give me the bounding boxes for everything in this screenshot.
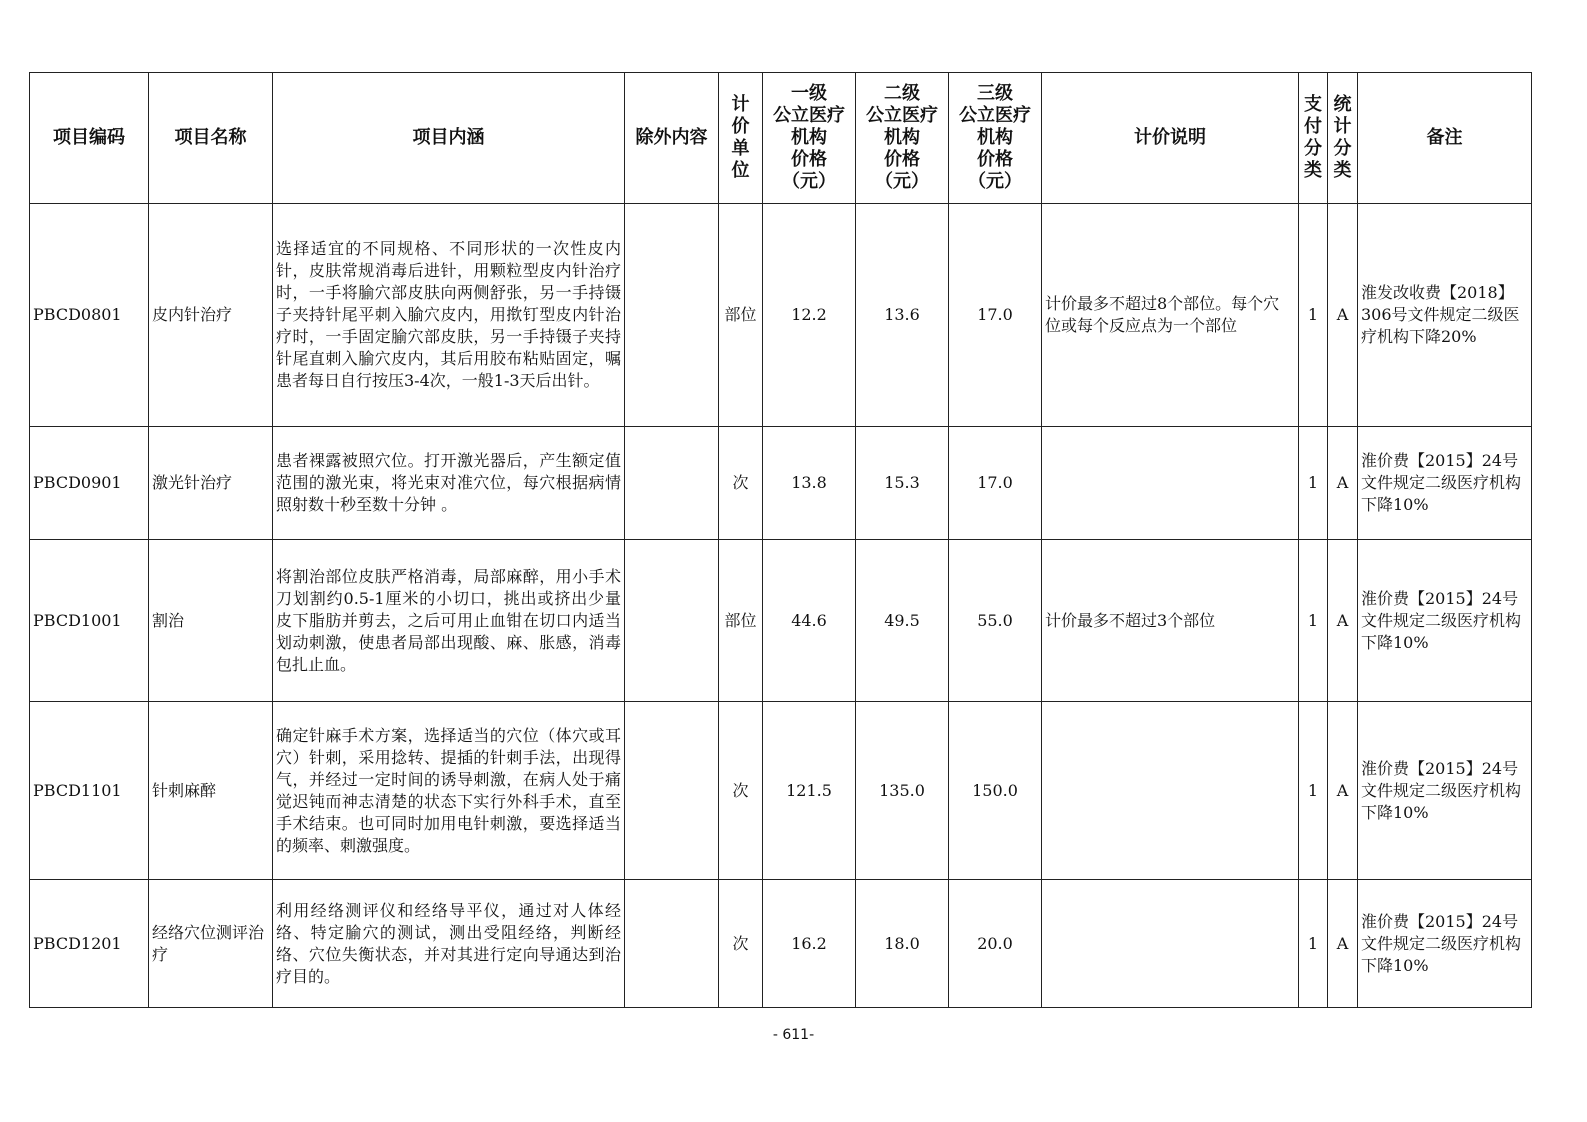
price-table xyxy=(29,72,1532,1008)
cell-note: 淮发改收费【2018】306号文件规定二级医疗机构下降20% xyxy=(1358,204,1532,427)
cell-name: 激光针治疗 xyxy=(149,427,273,540)
header-price2-line: （元） xyxy=(875,171,929,192)
header-price3-line: 公立医疗 xyxy=(959,105,1031,126)
cell-price-level-2: 18.0 xyxy=(856,880,949,1008)
cell-note: 淮价费【2015】24号文件规定二级医疗机构下降10% xyxy=(1358,427,1532,540)
header-price-level-3 xyxy=(949,73,1042,204)
cell-explanation xyxy=(1042,427,1299,540)
page-number: - 611- xyxy=(772,1027,815,1043)
cell-content: 利用经络测评仪和经络导平仪，通过对人体经络、特定腧穴的测试，测出受阻经络，判断经络、穴位失衡状态，并对其进行定向导通达到治疗目的。 xyxy=(273,880,625,1008)
cell-note: 淮价费【2015】24号文件规定二级医疗机构下降10% xyxy=(1358,702,1532,880)
cell-unit: 次 xyxy=(719,702,763,880)
cell-price-level-3: 17.0 xyxy=(949,427,1042,540)
header-price1-line: 机构 xyxy=(791,127,827,148)
header-price3-line: 机构 xyxy=(977,127,1013,148)
cell-explanation xyxy=(1042,880,1299,1008)
cell-pay-category: 1 xyxy=(1299,427,1328,540)
cell-pay-category: 1 xyxy=(1299,204,1328,427)
header-price3-line: 三级 xyxy=(977,83,1013,104)
header-pay-category xyxy=(1299,73,1328,204)
header-note: 备注 xyxy=(1358,73,1532,204)
cell-note: 淮价费【2015】24号文件规定二级医疗机构下降10% xyxy=(1358,880,1532,1008)
cell-explanation: 计价最多不超过8个部位。每个穴位或每个反应点为一个部位 xyxy=(1042,204,1299,427)
cell-price-level-2: 49.5 xyxy=(856,540,949,702)
header-price3-line: 价格 xyxy=(977,149,1013,170)
header-exclude: 除外内容 xyxy=(625,73,719,204)
header-price1-line: 一级 xyxy=(791,83,827,104)
header-pay-char: 分 xyxy=(1304,138,1322,159)
header-pay-char: 支 xyxy=(1304,94,1322,115)
cell-code: PBCD1001 xyxy=(30,540,149,702)
cell-unit: 次 xyxy=(719,880,763,1008)
header-stat-char: 计 xyxy=(1333,116,1352,137)
cell-code: PBCD1201 xyxy=(30,880,149,1008)
header-unit-char: 计 xyxy=(731,94,750,115)
cell-price-level-3: 20.0 xyxy=(949,880,1042,1008)
cell-stat-category: A xyxy=(1328,540,1358,702)
cell-unit: 部位 xyxy=(719,540,763,702)
header-price2-line: 公立医疗 xyxy=(866,105,938,126)
header-unit-char: 价 xyxy=(731,116,750,137)
cell-unit: 部位 xyxy=(719,204,763,427)
cell-content: 确定针麻手术方案，选择适当的穴位（体穴或耳穴）针刺，采用捻转、提插的针刺手法，出现得气，并经过一定时间的诱导刺激，在病人处于痛觉迟钝而神志清楚的状态下实行外科手术，直至手术结束。也可同时加用电针刺激，要选择适当的频率、刺激强度。 xyxy=(273,702,625,880)
header-price-level-2 xyxy=(856,73,949,204)
header-unit-char: 位 xyxy=(731,160,750,181)
cell-explanation: 计价最多不超过3个部位 xyxy=(1042,540,1299,702)
header-price1-line: 公立医疗 xyxy=(773,105,845,126)
header-pay-char: 付 xyxy=(1304,116,1322,137)
cell-price-level-3: 55.0 xyxy=(949,540,1042,702)
header-content: 项目内涵 xyxy=(273,73,625,204)
header-price2-line: 二级 xyxy=(884,83,920,104)
cell-explanation xyxy=(1042,702,1299,880)
header-stat-char: 统 xyxy=(1333,94,1352,115)
cell-exclude xyxy=(625,880,719,1008)
cell-content: 患者裸露被照穴位。打开激光器后，产生额定值范围的激光束，将光束对准穴位，每穴根据病情照射数十秒至数十分钟 。 xyxy=(273,427,625,540)
cell-stat-category: A xyxy=(1328,204,1358,427)
cell-stat-category: A xyxy=(1328,702,1358,880)
header-stat-char: 分 xyxy=(1333,138,1352,159)
cell-stat-category: A xyxy=(1328,427,1358,540)
cell-exclude xyxy=(625,540,719,702)
table-row xyxy=(30,540,1532,702)
cell-name: 经络穴位测评治疗 xyxy=(149,880,273,1008)
cell-content: 选择适宜的不同规格、不同形状的一次性皮内针，皮肤常规消毒后进针，用颗粒型皮内针治疗时，一手将腧穴部皮肤向两侧舒张，另一手持镊子夹持针尾平刺入腧穴皮内，用揿钉型皮内针治疗时，一手固定腧穴部皮肤，另一手持镊子夹持针尾直刺入腧穴皮内，其后用胶布粘贴固定，嘱患者每日自行按压3-4次，一般1-3天后出针。 xyxy=(273,204,625,427)
header-price-level-1 xyxy=(763,73,856,204)
cell-price-level-2: 15.3 xyxy=(856,427,949,540)
header-price3-line: （元） xyxy=(968,171,1022,192)
cell-pay-category: 1 xyxy=(1299,702,1328,880)
header-price2-line: 机构 xyxy=(884,127,920,148)
cell-content: 将割治部位皮肤严格消毒，局部麻醉，用小手术刀划割约0.5-1厘米的小切口，挑出或挤出少量皮下脂肪并剪去，之后可用止血钳在切口内适当划动刺激，使患者局部出现酸、麻、胀感，消毒包扎止血。 xyxy=(273,540,625,702)
cell-price-level-1: 121.5 xyxy=(763,702,856,880)
header-price1-line: （元） xyxy=(782,171,836,192)
cell-price-level-1: 16.2 xyxy=(763,880,856,1008)
table-row xyxy=(30,427,1532,540)
cell-price-level-1: 44.6 xyxy=(763,540,856,702)
cell-price-level-2: 135.0 xyxy=(856,702,949,880)
table-row xyxy=(30,204,1532,427)
cell-pay-category: 1 xyxy=(1299,880,1328,1008)
header-name: 项目名称 xyxy=(149,73,273,204)
header-explanation: 计价说明 xyxy=(1042,73,1299,204)
header-unit xyxy=(719,73,763,204)
cell-stat-category: A xyxy=(1328,880,1358,1008)
cell-name: 针刺麻醉 xyxy=(149,702,273,880)
header-price2-line: 价格 xyxy=(884,149,920,170)
header-pay-char: 类 xyxy=(1304,160,1322,181)
cell-name: 割治 xyxy=(149,540,273,702)
cell-price-level-3: 17.0 xyxy=(949,204,1042,427)
cell-pay-category: 1 xyxy=(1299,540,1328,702)
cell-exclude xyxy=(625,427,719,540)
table-row xyxy=(30,702,1532,880)
table-row xyxy=(30,880,1532,1008)
cell-note: 淮价费【2015】24号文件规定二级医疗机构下降10% xyxy=(1358,540,1532,702)
cell-exclude xyxy=(625,702,719,880)
cell-code: PBCD1101 xyxy=(30,702,149,880)
cell-code: PBCD0801 xyxy=(30,204,149,427)
cell-unit: 次 xyxy=(719,427,763,540)
cell-price-level-3: 150.0 xyxy=(949,702,1042,880)
header-row xyxy=(30,73,1532,204)
cell-exclude xyxy=(625,204,719,427)
header-unit-char: 单 xyxy=(731,138,750,159)
cell-price-level-1: 13.8 xyxy=(763,427,856,540)
header-stat-category xyxy=(1328,73,1358,204)
cell-name: 皮内针治疗 xyxy=(149,204,273,427)
cell-code: PBCD0901 xyxy=(30,427,149,540)
cell-price-level-1: 12.2 xyxy=(763,204,856,427)
header-stat-char: 类 xyxy=(1333,160,1352,181)
header-price1-line: 价格 xyxy=(791,149,827,170)
header-code: 项目编码 xyxy=(30,73,149,204)
cell-price-level-2: 13.6 xyxy=(856,204,949,427)
